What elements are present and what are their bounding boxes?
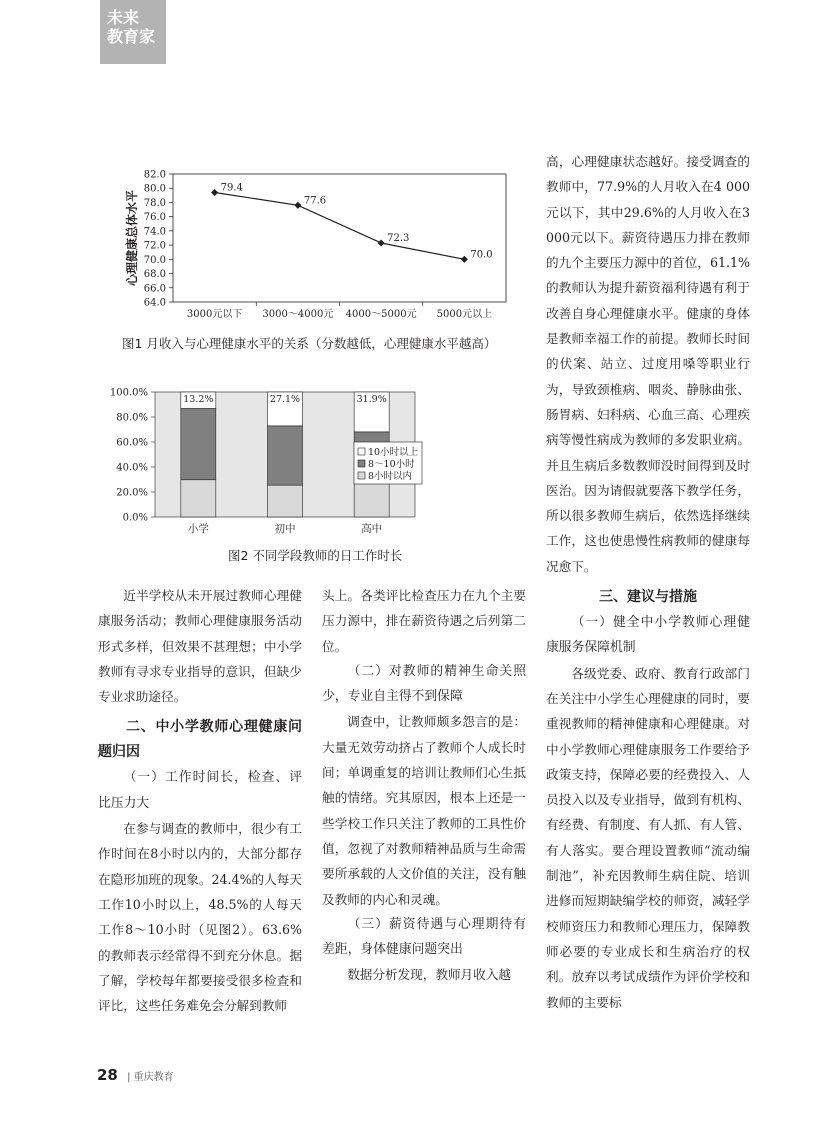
badge-line-2: 教育家	[107, 27, 156, 46]
col1-paragraph-2: 在参与调查的教师中，很少有工作时间在8小时以内的，大部分都存在隐形加班的现象。24.4%的人每天工作10小时以上，48.5%的人每天工作8～10小时（见图2）。63.6%的教师表示经常得不到充分休息。据了解，学校每年都要接受很多检查和评比，这些任务难免会分解到教师	[98, 821, 302, 1014]
badge-line-1: 未来	[107, 8, 140, 27]
column-3	[546, 149, 750, 1015]
col3-section-heading: 三、建议与措施	[599, 589, 697, 606]
col2-paragraph-1: 头上。各类评比检查压力在九个主要压力源中，排在薪资待遇之后列第二位。	[322, 588, 526, 654]
bar-segment	[268, 485, 303, 517]
legend-swatch	[358, 472, 365, 479]
legend-swatch	[358, 460, 365, 467]
col1-subheading: （一）工作时间长，检查、评比压力大	[98, 770, 302, 811]
data-label: 79.4	[220, 182, 243, 194]
bar-segment	[181, 409, 216, 480]
bar-segment	[354, 481, 389, 517]
y-tick-label: 72.0	[143, 240, 166, 252]
x-tick-label: 初中	[274, 523, 296, 535]
x-tick-label: 5000元以上	[436, 309, 493, 320]
y-tick-label: 0.0%	[122, 512, 148, 524]
column-2	[322, 583, 526, 988]
bar-segment	[181, 480, 216, 517]
y-tick-label: 68.0	[143, 269, 166, 281]
section-badge	[100, 0, 166, 64]
col3-paragraph-2: 各级党委、政府、教育行政部门在关注中小学生心理健康的同时，要重视教师的精神健康和心理健康。对中小学教师心理健康服务工作要给予政策支持，保障必要的经费投入、人员投入以及专业指导，做到有机构、有经费、有制度、有人抓、有人管、有人落实。要合理设置教师“流动编制池”，补充因教师生病住院、培训进修而短期缺编学校的师资，减轻学校师资压力和教师心理压力，保障教师必要的专业成长和生病治疗的权利。放弃以考试成绩作为评价学校和教师的主要标	[546, 665, 750, 1010]
figure-1-caption: 图1 月收入与心理健康水平的关系（分数越低，心理健康水平越高）	[122, 336, 497, 351]
data-label: 13.2%	[183, 394, 214, 405]
x-tick-label: 4000～5000元	[345, 309, 417, 320]
x-tick-label: 高中	[361, 523, 383, 535]
y-tick-label: 76.0	[143, 212, 166, 224]
legend-label: 10小时以上	[368, 447, 419, 458]
figure-1-line-chart	[100, 160, 510, 330]
y-tick-label: 80.0%	[116, 412, 148, 424]
data-label: 72.3	[387, 232, 410, 244]
col2-paragraph-2: 调查中，让教师颇多怨言的是：大量无效劳动挤占了教师个人成长时间；单调重复的培训让教师们心生抵触的情绪。究其原因，根本上还是一些学校工作只关注了教师的工具性价值，忽视了对教师精神品质与生命需要所承载的人文价值的关注，没有触及教师的内心和灵魂。	[322, 714, 526, 907]
y-tick-label: 82.0	[143, 169, 166, 181]
legend-swatch	[358, 448, 365, 455]
page-number: 28	[97, 1066, 118, 1084]
col3-subheading: （一）健全中小学教师心理健康服务保障机制	[546, 615, 750, 656]
col1-section-heading: 二、中小学教师心理健康问题归因	[98, 719, 302, 761]
col3-paragraph-1: 高，心理健康状态越好。接受调查的教师中，77.9%的人月收入在4 000元以下，其中29.6%的人月收入在3 000元以下。薪资待遇压力排在教师的九个主要压力源中的首位，61.1%的教师认为提升薪资福利待遇有利于改善自身心理健康水平。健康的身体是教师幸福工作的前提。教师长时间的伏案、站立、过度用嗓等职业行为，导致颈椎病、咽炎、静脉曲张、肠胃病、妇科病、心血三高、心理疾病等慢性病成为教师的多发职业病。并且生病后多数教师没时间得到及时医治。因为请假就要落下教学任务，所以很多教师生病后，依然选择继续工作，这也使患慢性病教师的健康每况愈下。	[546, 154, 750, 574]
y-tick-label: 70.0	[143, 254, 166, 266]
y-tick-label: 100.0%	[109, 387, 148, 399]
legend-label: 8小时以内	[368, 471, 413, 482]
y-tick-label: 64.0	[143, 297, 166, 309]
bar-segment	[268, 426, 303, 485]
figure-2-caption: 图2 不同学段教师的日工作时长	[228, 548, 403, 563]
col1-paragraph-1: 近半学校从未开展过教师心理健康服务活动；教师心理健康服务活动形式多样，但效果不甚理想；中小学教师有寻求专业指导的意识，但缺少专业求助途径。	[98, 588, 302, 705]
x-tick-label: 3000～4000元	[262, 309, 334, 320]
y-tick-label: 20.0%	[116, 487, 148, 499]
figure-2	[100, 382, 510, 542]
col2-subheading-2: （三）薪资待遇与心理期待有差距，身体健康问题突出	[322, 916, 526, 958]
y-axis-label: 心理健康总体水平	[125, 189, 139, 287]
x-tick-label: 小学	[187, 523, 209, 535]
y-tick-label: 40.0%	[116, 462, 148, 474]
figure-2-stacked-bar-chart	[100, 382, 510, 542]
col2-subheading-1: （二）对教师的精神生命关照少，专业自主得不到保障	[322, 663, 526, 705]
y-tick-label: 74.0	[143, 226, 166, 238]
y-tick-label: 80.0	[143, 183, 166, 195]
figure-1	[100, 160, 510, 330]
data-label: 31.9%	[356, 394, 387, 405]
x-tick-label: 3000元以下	[186, 309, 243, 320]
y-tick-label: 78.0	[143, 197, 166, 209]
data-label: 70.0	[470, 249, 493, 261]
y-tick-label: 66.0	[143, 283, 166, 295]
journal-name: 重庆教育	[133, 1072, 174, 1083]
data-label: 77.6	[303, 195, 327, 207]
legend-label: 8～10小时	[368, 459, 415, 470]
column-1	[98, 583, 302, 1018]
footer-separator: |	[127, 1072, 131, 1083]
y-tick-label: 60.0%	[116, 437, 148, 449]
col2-paragraph-3: 数据分析发现，教师月收入越	[347, 967, 511, 983]
page-footer	[97, 1066, 174, 1084]
data-label: 27.1%	[269, 394, 301, 405]
